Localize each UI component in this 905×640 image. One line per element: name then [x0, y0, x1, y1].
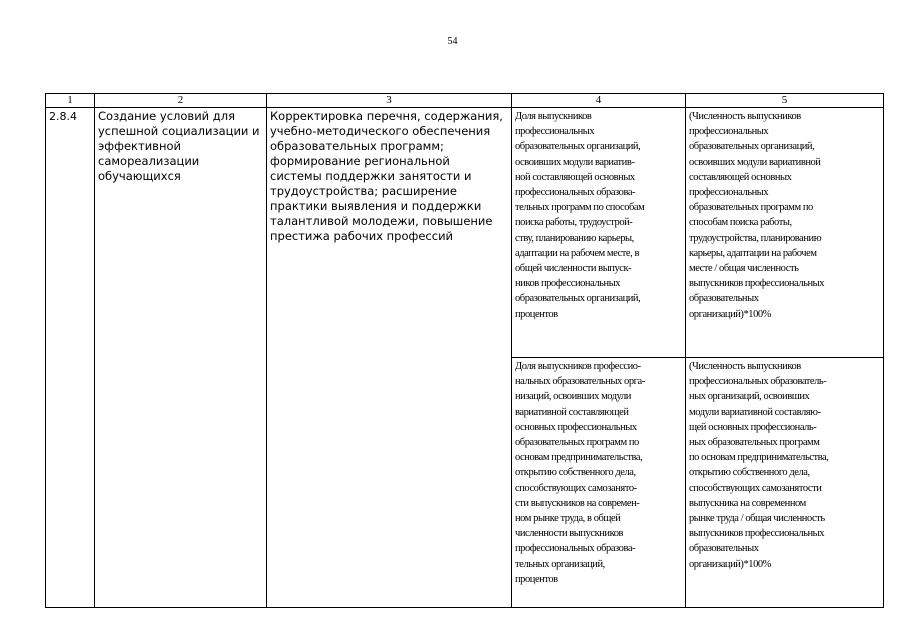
indicator-description: Доля выпускников профессио- нальных образовательных орга- низаций, освоивших модули вариативной составляющей основных профессиональных образовательных программ по основам предпринимательства, открытию собственного дела, способствующих самозанято- сти выпускников на современ- ном рынке труда, в общей численности выпускников профессиональных образова- тельных организаций, процентов [512, 358, 686, 608]
indicator-formula: (Численность выпускников профессиональных образовательных организаций, освоивших модули вариативной составляющей основных профессиональных образовательных программ по способам поиска работы, трудоустройства, планированию карьеры, адаптации на рабочем месте / общая численность выпускников профессиональных образовательных организаций)*100% [686, 108, 884, 358]
program-table [45, 93, 884, 608]
indicator-description: Доля выпускников профессиональных образовательных организаций, освоивших модули вариатив- ной составляющей основных профессиональных образова- тельных программ по способам поиска работы, трудоустрой- ству, планированию карьеры, адаптации на рабочем месте, в общей численности выпуск- ников профессиональных образовательных организаций, процентов [512, 108, 686, 358]
column-number-4: 4 [512, 94, 686, 108]
task-title: Создание условий для успешной социализации и эффективной самореализации обучающихся [95, 108, 267, 608]
table-header-row [46, 94, 884, 108]
table-row [46, 108, 884, 358]
column-number-5: 5 [686, 94, 884, 108]
indicator-formula: (Численность выпускников профессиональных образователь- ных организаций, освоивших модули вариативной составляю- щей основных профессиональ- ных образовательных программ по основам предпринимательства, открытию собственного дела, способствующих самозанятости выпускника на современном рынке труда / общая численность выпускников профессиональных образовательных организаций)*100% [686, 358, 884, 608]
column-number-3: 3 [267, 94, 512, 108]
column-number-1: 1 [46, 94, 95, 108]
page-number: 54 [447, 36, 458, 47]
column-number-2: 2 [95, 94, 267, 108]
task-measures: Корректировка перечня, содержания, учебно-методического обеспечения образовательных программ; формирование региональной системы поддержки занятости и трудоустройства; расширение практики выявления и поддержки талантливой молодежи, повышение престижа рабочих профессий [267, 108, 512, 608]
row-number: 2.8.4 [46, 108, 95, 608]
